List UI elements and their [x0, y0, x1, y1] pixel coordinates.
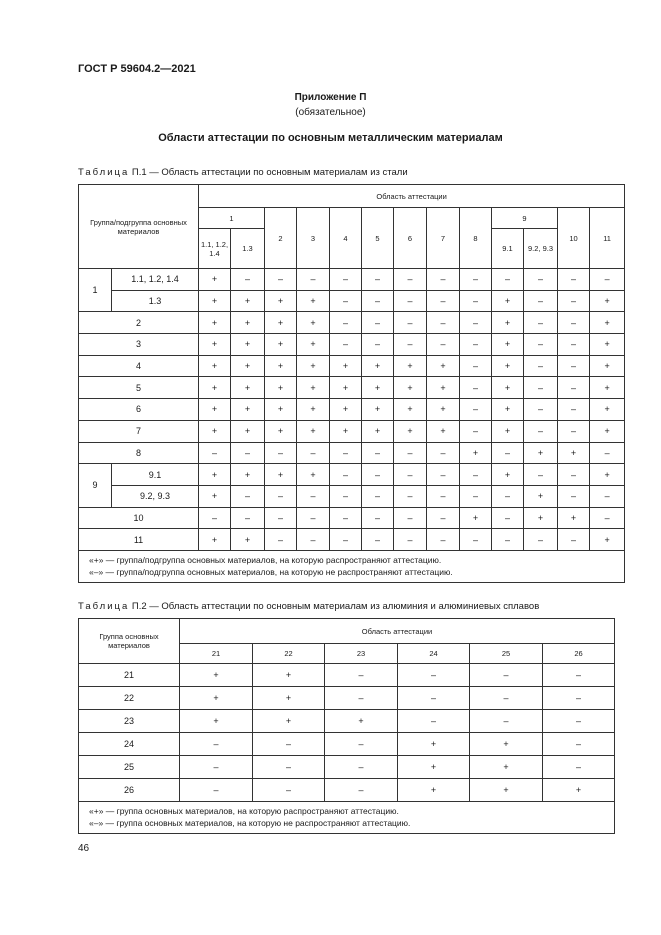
table1-cell: – — [524, 464, 558, 486]
table1-row-label: 2 — [79, 312, 199, 334]
table1-row-label: 5 — [79, 377, 199, 399]
table1-cell: + — [297, 420, 330, 442]
table1-cell: + — [297, 290, 330, 312]
table2-cell: + — [180, 710, 253, 733]
table1-cell: – — [558, 355, 590, 377]
table1-cell: + — [231, 290, 265, 312]
table1-cell: + — [362, 355, 394, 377]
table1-cell: + — [199, 420, 231, 442]
table1-row-label: 10 — [79, 507, 199, 529]
table2-cell: + — [325, 710, 398, 733]
table1-cell: – — [460, 312, 492, 334]
table2-cell: + — [398, 779, 470, 802]
table1-cell: – — [231, 507, 265, 529]
table1-cell: – — [427, 529, 460, 551]
table-row — [79, 733, 615, 756]
table1-cell: – — [362, 529, 394, 551]
table-row — [79, 355, 625, 377]
table1-cell: – — [558, 377, 590, 399]
table2-caption-text: П.2 — Область аттестации по основным материалам из алюминия и алюминиевых сплавов — [131, 601, 540, 612]
table2-cell: – — [543, 664, 615, 687]
table1-cell: – — [460, 355, 492, 377]
table1-row-label: 3 — [79, 334, 199, 356]
table2-cell: + — [253, 687, 325, 710]
table1-row-label: 9.1 — [112, 464, 199, 486]
table1-cell: – — [231, 442, 265, 464]
table1-cell: + — [362, 377, 394, 399]
table2-notes — [79, 802, 615, 834]
table1-cell: + — [231, 399, 265, 421]
table2-col-head: 26 — [543, 644, 615, 664]
table1-cell: + — [492, 355, 524, 377]
table1-cell: + — [265, 290, 297, 312]
table1-cell: + — [524, 485, 558, 507]
table1-row-label: 1.3 — [112, 290, 199, 312]
table1-cell: – — [524, 334, 558, 356]
table1-cell: – — [558, 290, 590, 312]
table1-cell: + — [297, 312, 330, 334]
table1-group-label: 1 — [79, 269, 112, 312]
table1-cell: – — [330, 464, 362, 486]
table2-cell: – — [253, 733, 325, 756]
table1-cell: – — [590, 507, 625, 529]
table-row — [79, 710, 615, 733]
table2-row-label: 24 — [79, 733, 180, 756]
table1-cell: + — [394, 420, 427, 442]
table1-cell: + — [590, 529, 625, 551]
table1-cell: + — [362, 420, 394, 442]
table1-cell: + — [590, 334, 625, 356]
table2-cell: – — [253, 756, 325, 779]
table1-cell: + — [427, 420, 460, 442]
table1-col-head: 8 — [460, 208, 492, 269]
table2-col-head: 22 — [253, 644, 325, 664]
table2-cell: – — [543, 756, 615, 779]
table-row — [79, 377, 625, 399]
table1-cell: – — [524, 399, 558, 421]
table1-col-head: 3 — [297, 208, 330, 269]
table1-cell: – — [427, 290, 460, 312]
table1-cell: + — [330, 399, 362, 421]
table2-note-minus: «–» — группа основных материалов, на которую не распространяют аттестацию. — [89, 818, 411, 828]
table1-cell: + — [590, 290, 625, 312]
table1-col-head: 9.1 — [492, 229, 524, 269]
table1-cell: – — [492, 442, 524, 464]
table1-cell: + — [590, 355, 625, 377]
table2-note-plus: «+» — группа основных материалов, на которую распространяют аттестацию. — [89, 806, 399, 816]
table-row — [79, 290, 625, 312]
table1-cell: – — [492, 485, 524, 507]
table1-row-label: 9.2, 9.3 — [112, 485, 199, 507]
table1-cell: + — [297, 399, 330, 421]
table1-col-head: 5 — [362, 208, 394, 269]
table1-cell: – — [297, 269, 330, 291]
table1-cell: – — [460, 377, 492, 399]
table1-col-group-9: 9 — [492, 208, 558, 229]
table1-cell: – — [590, 485, 625, 507]
table1-cell: – — [394, 290, 427, 312]
table1-cell: + — [460, 507, 492, 529]
table2-cell: – — [398, 664, 470, 687]
table-row — [79, 399, 625, 421]
table1-cell: – — [524, 420, 558, 442]
table1-cell: – — [427, 269, 460, 291]
table1-cell: – — [297, 485, 330, 507]
table1-cell: – — [362, 507, 394, 529]
section-title: Области аттестации по основным металлическим материалам — [158, 132, 503, 144]
table1-cell: – — [330, 529, 362, 551]
table2-cell: – — [325, 664, 398, 687]
table1-cell: + — [362, 399, 394, 421]
table1-col-head: 1.1, 1.2, 1.4 — [199, 229, 231, 269]
table1-cell: – — [362, 485, 394, 507]
table2-cell: – — [325, 687, 398, 710]
table1-cell: + — [199, 312, 231, 334]
table1-cell: + — [492, 334, 524, 356]
table1-cell: + — [492, 312, 524, 334]
table1-cell: + — [524, 507, 558, 529]
table2-col-head: 23 — [325, 644, 398, 664]
table2-cell: + — [470, 779, 543, 802]
table1-cell: – — [460, 290, 492, 312]
table1-cell: – — [427, 485, 460, 507]
table1-cell: – — [460, 269, 492, 291]
table1-cell: + — [231, 377, 265, 399]
table1-cell: + — [265, 355, 297, 377]
table1-row-label: 7 — [79, 420, 199, 442]
table1-cell: – — [330, 334, 362, 356]
table1-cell: – — [362, 464, 394, 486]
table1-note-plus: «+» — группа/подгруппа основных материалов, на которую распространяют аттестацию. — [89, 554, 442, 565]
table1-cell: – — [492, 529, 524, 551]
table1-cell: – — [558, 399, 590, 421]
table1-caption-text: П.1 — Область аттестации по основным материалам из стали — [131, 167, 408, 178]
table1-cell: – — [558, 312, 590, 334]
table1-cell: + — [590, 377, 625, 399]
table1-cell: – — [297, 529, 330, 551]
table1-cell: – — [590, 269, 625, 291]
table2-cell: – — [180, 733, 253, 756]
table1-cell: + — [297, 464, 330, 486]
table1-col-head: 4 — [330, 208, 362, 269]
table1-row-label: 4 — [79, 355, 199, 377]
table1-cell: – — [362, 442, 394, 464]
table1-cell: – — [330, 485, 362, 507]
table2-row-header: Группа основных материалов — [79, 619, 180, 664]
table2-cell: – — [180, 779, 253, 802]
table1-cell: + — [590, 420, 625, 442]
table1-cell: + — [199, 464, 231, 486]
table1-cell: – — [362, 334, 394, 356]
table1-cell: – — [427, 334, 460, 356]
table1-cell: – — [265, 529, 297, 551]
table1-cell: + — [265, 377, 297, 399]
table-row — [79, 485, 625, 507]
table1-cell: + — [199, 269, 231, 291]
table1-cell: + — [330, 355, 362, 377]
table1-col-header: Область аттестации — [199, 185, 625, 208]
table1-cell: + — [231, 312, 265, 334]
table1-cell: – — [231, 485, 265, 507]
document-standard-header: ГОСТ Р 59604.2—2021 — [78, 63, 196, 75]
table1-cell: – — [297, 442, 330, 464]
table1-cell: – — [460, 420, 492, 442]
table2-cell: – — [325, 733, 398, 756]
table2 — [78, 618, 615, 834]
table1-cell: – — [460, 464, 492, 486]
table1-cell: – — [265, 485, 297, 507]
table1-cell: – — [330, 312, 362, 334]
table1-cell: + — [231, 334, 265, 356]
table2-cell: – — [470, 687, 543, 710]
table-row — [79, 664, 615, 687]
table1-cell: – — [394, 442, 427, 464]
table1-cell: + — [492, 377, 524, 399]
table1-col-head: 1.3 — [231, 229, 265, 269]
table1-cell: + — [492, 464, 524, 486]
table2-cell: + — [470, 733, 543, 756]
table1-cell: – — [558, 464, 590, 486]
table1-cell: + — [265, 399, 297, 421]
table1-cell: + — [558, 507, 590, 529]
table1-cell: + — [590, 464, 625, 486]
table-row — [79, 269, 625, 291]
table1-cell: – — [394, 507, 427, 529]
table2-cell: – — [253, 779, 325, 802]
appendix-subtitle: (обязательное) — [295, 107, 366, 118]
table-row — [79, 334, 625, 356]
table1-cell: – — [558, 334, 590, 356]
table2-col-head: 21 — [180, 644, 253, 664]
table2-col-header: Область аттестации — [180, 619, 615, 644]
table2-cell: – — [543, 710, 615, 733]
table-row — [79, 464, 625, 486]
table1-cell: + — [394, 355, 427, 377]
table1-caption-label: Таблица — [78, 167, 130, 178]
table2-cell: + — [253, 710, 325, 733]
table-row — [79, 779, 615, 802]
table2-cell: – — [325, 756, 398, 779]
table1-group-label: 9 — [79, 464, 112, 507]
table2-caption-label: Таблица — [78, 601, 130, 612]
table2-cell: – — [470, 664, 543, 687]
table1-cell: – — [524, 290, 558, 312]
table2-row-label: 23 — [79, 710, 180, 733]
table1-cell: + — [265, 420, 297, 442]
table1-cell: – — [460, 529, 492, 551]
table1-cell: + — [330, 377, 362, 399]
table1-cell: + — [427, 355, 460, 377]
table1-cell: + — [199, 377, 231, 399]
table1-cell: – — [558, 269, 590, 291]
table2-row-label: 21 — [79, 664, 180, 687]
table1-cell: – — [524, 312, 558, 334]
table1-cell: + — [297, 355, 330, 377]
table1-cell: – — [330, 442, 362, 464]
table1-cell: + — [297, 334, 330, 356]
table1-col-head: 11 — [590, 208, 625, 269]
table1-cell: – — [460, 485, 492, 507]
table1-cell: – — [558, 420, 590, 442]
table1-row-label: 11 — [79, 529, 199, 551]
table1-col-head: 9.2, 9.3 — [524, 229, 558, 269]
table1-col-head: 7 — [427, 208, 460, 269]
table1-cell: + — [231, 355, 265, 377]
table1-cell: + — [199, 290, 231, 312]
table1-cell: – — [524, 269, 558, 291]
table1-cell: – — [427, 312, 460, 334]
table1-cell: – — [330, 290, 362, 312]
table1-cell: – — [265, 269, 297, 291]
table1-notes — [79, 550, 625, 582]
table1-cell: + — [199, 529, 231, 551]
table1-note-minus: «–» — группа/подгруппа основных материалов, на которую не распространяют аттестацию. — [89, 566, 453, 577]
table1-cell: + — [492, 420, 524, 442]
table1-cell: – — [394, 464, 427, 486]
table-row — [79, 529, 625, 551]
table1-cell: – — [394, 485, 427, 507]
table1-row-header: Группа/подгруппа основных материалов — [79, 185, 199, 269]
table1-caption — [78, 167, 408, 178]
table2-cell: + — [398, 756, 470, 779]
table1-cell: – — [362, 290, 394, 312]
table1-row-label: 6 — [79, 399, 199, 421]
table1-cell: + — [524, 442, 558, 464]
appendix-title: Приложение П — [294, 92, 367, 103]
table1-cell: – — [590, 442, 625, 464]
page-number: 46 — [78, 843, 90, 854]
table1-cell: + — [427, 377, 460, 399]
table1-col-head: 2 — [265, 208, 297, 269]
table2-cell: – — [398, 710, 470, 733]
table1-cell: – — [394, 312, 427, 334]
table1-cell: – — [460, 334, 492, 356]
table1-cell: + — [492, 290, 524, 312]
table1-cell: – — [265, 507, 297, 529]
table2-col-head: 25 — [470, 644, 543, 664]
table1-cell: – — [199, 442, 231, 464]
table1-cell: + — [199, 485, 231, 507]
table-row — [79, 442, 625, 464]
table1-cell: + — [199, 399, 231, 421]
table1-cell: + — [199, 355, 231, 377]
table1-cell: + — [265, 334, 297, 356]
table1-cell: + — [330, 420, 362, 442]
table1-row-label: 1.1, 1.2, 1.4 — [112, 269, 199, 291]
table-row — [79, 687, 615, 710]
table1-cell: – — [231, 269, 265, 291]
table-row — [79, 756, 615, 779]
table1-cell: – — [330, 507, 362, 529]
table2-cell: + — [180, 664, 253, 687]
table2-cell: + — [470, 756, 543, 779]
table1-cell: + — [199, 334, 231, 356]
table1-cell: + — [590, 399, 625, 421]
table2-cell: + — [253, 664, 325, 687]
table-row — [79, 507, 625, 529]
table1-cell: – — [524, 529, 558, 551]
table1-cell: + — [427, 399, 460, 421]
table1-col-head: 6 — [394, 208, 427, 269]
table-row — [79, 420, 625, 442]
table1-cell: – — [427, 507, 460, 529]
table1-cell: – — [330, 269, 362, 291]
table1-cell: + — [394, 377, 427, 399]
table1-cell: – — [394, 529, 427, 551]
table1-cell: – — [558, 485, 590, 507]
table1-row-label: 8 — [79, 442, 199, 464]
table1-cell: + — [231, 420, 265, 442]
table2-cell: – — [180, 756, 253, 779]
table1-cell: – — [394, 269, 427, 291]
table1-cell: – — [265, 442, 297, 464]
table1-cell: – — [524, 355, 558, 377]
table1-cell: + — [492, 399, 524, 421]
table1-cell: + — [265, 464, 297, 486]
table1-cell: – — [524, 377, 558, 399]
table2-row-label: 25 — [79, 756, 180, 779]
table1-cell: + — [460, 442, 492, 464]
table2-cell: – — [470, 710, 543, 733]
table1-cell: – — [427, 442, 460, 464]
table1-cell: + — [231, 464, 265, 486]
table-row — [79, 312, 625, 334]
table1-cell: – — [558, 529, 590, 551]
table2-row-label: 26 — [79, 779, 180, 802]
table2-cell: – — [325, 779, 398, 802]
table1-cell: – — [460, 399, 492, 421]
table1-col-head: 10 — [558, 208, 590, 269]
table1-cell: – — [362, 269, 394, 291]
table1-cell: + — [394, 399, 427, 421]
table1-cell: – — [199, 507, 231, 529]
table2-cell: + — [180, 687, 253, 710]
table1-cell: – — [362, 312, 394, 334]
table1-cell: – — [492, 269, 524, 291]
table1-cell: + — [265, 312, 297, 334]
table2-cell: + — [543, 779, 615, 802]
table2-col-head: 24 — [398, 644, 470, 664]
table2-row-label: 22 — [79, 687, 180, 710]
table2-caption — [78, 601, 539, 612]
table2-cell: – — [543, 687, 615, 710]
table2-cell: + — [398, 733, 470, 756]
table2-cell: – — [398, 687, 470, 710]
table1-cell: + — [231, 529, 265, 551]
table1 — [78, 184, 625, 583]
table1-cell: – — [427, 464, 460, 486]
table1-cell: + — [297, 377, 330, 399]
table1-col-group-1: 1 — [199, 208, 265, 229]
table1-cell: – — [492, 507, 524, 529]
table1-cell: + — [590, 312, 625, 334]
table2-cell: – — [543, 733, 615, 756]
table1-cell: – — [394, 334, 427, 356]
table1-cell: – — [297, 507, 330, 529]
table1-cell: + — [558, 442, 590, 464]
